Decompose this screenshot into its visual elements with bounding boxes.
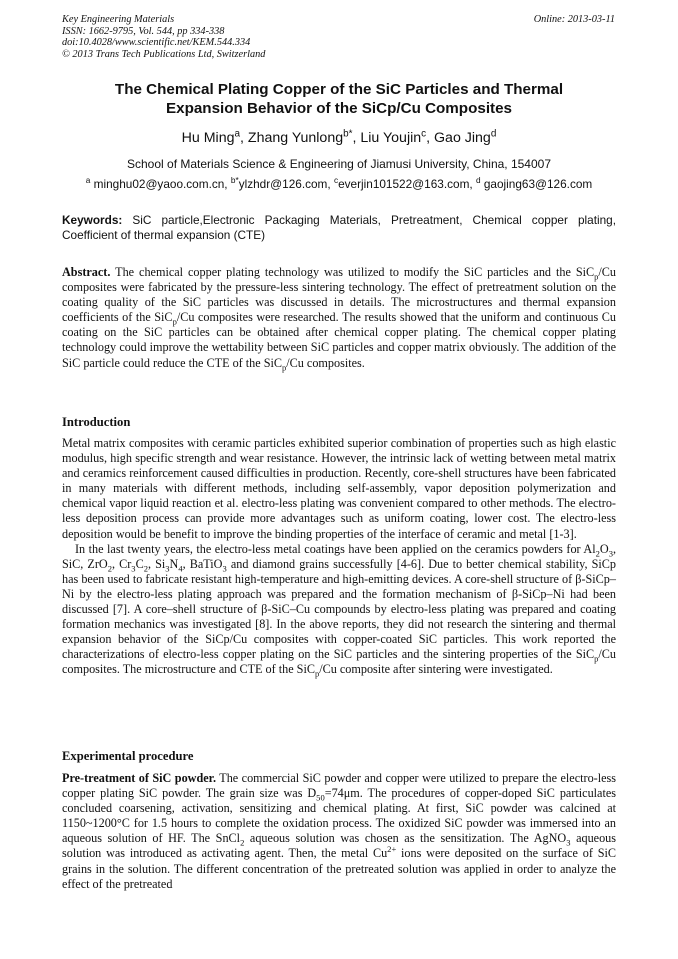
paragraph: Metal matrix composites with ceramic particles exhibited superior combination of properties such as high elastic modulus, high specific strength and wear resistance. However, the intrinsic lack of wetting between metal matrix and ceramics reinforcement caused difficulties in production. Recently, core-shell structures have been fabricated in many materials with different methods, including self-assembly, vapor deposition polymerization and chemical vapor liquid reaction et al. electro-less plating was convenient compared to other methods. The electro-less deposition process can provide more advantages such as uniform coating, lower cost. The electro-less deposition would be benefit to improve the binding properties of the interface of ceramic and metal [1-3]. bbox=[62, 436, 616, 541]
section-heading-experimental: Experimental procedure bbox=[62, 749, 194, 763]
email-link[interactable]: everjin101522@163.com, bbox=[338, 177, 473, 191]
journal-name: Key Engineering Materials bbox=[62, 14, 175, 25]
email-link[interactable]: gaojing63@126.com bbox=[483, 177, 593, 191]
issn-line: ISSN: 1662-9795, Vol. 544, pp 334-338 bbox=[62, 25, 225, 37]
section-heading-introduction: Introduction bbox=[62, 415, 131, 429]
author-name: Zhang Yunlong bbox=[247, 130, 344, 146]
affiliation: School of Materials Science & Engineering of Jiamusi University, China, 154007 bbox=[127, 157, 551, 171]
abstract-label: Abstract. bbox=[62, 265, 111, 279]
author-name: Liu Youjin bbox=[360, 130, 422, 146]
subsection-label: Pre-treatment of SiC powder. bbox=[62, 771, 217, 785]
keywords-label: Keywords: bbox=[62, 213, 123, 227]
email-link[interactable]: minghu02@yaoo.com.cn, bbox=[93, 177, 228, 191]
author-name: Gao Jing bbox=[434, 130, 491, 146]
journal-header bbox=[62, 14, 265, 60]
author-name: Hu Ming bbox=[181, 130, 235, 146]
introduction-body bbox=[62, 436, 616, 678]
online-date: Online: 2013-03-11 bbox=[533, 14, 615, 25]
doi-line: doi:10.4028/www.scientific.net/KEM.544.334 bbox=[62, 37, 251, 49]
copyright-line: © 2013 Trans Tech Publications Ltd, Switzerland bbox=[62, 48, 266, 60]
experimental-body bbox=[62, 771, 616, 892]
author-emails: $^a$ minghu02@yaoo.com.cn, $^{b*}$ylzhdr@126.com, $^c$everjin101522@163.com, $^d$ gaojing63@126.com bbox=[85, 176, 593, 191]
keywords: Keywords: SiC particle,Electronic Packaging Materials, Pretreatment, Chemical copper plating, Coefficient of thermal expansion (CTE) bbox=[62, 213, 616, 242]
paper-title: The Chemical Plating Copper of the SiC Particles and Thermal Expansion Behavior of the SiCp/Cu Composites bbox=[114, 81, 564, 117]
abstract: Abstract. The chemical copper plating technology was utilized to modify the SiC particles and the SiC$_p$/Cu composites were fabricated by the pressure-less sintering technology. The effect of pretreatment solution on the coating quality of the SiC particles was discussed in details. The microstructures and thermal expansion coefficients of the SiC$_p$/Cu composites were researched. The results showed that the uniform and continuous Cu coating on the SiC particles can be obtained after chemical copper plating. The chemical copper plating technology could improve the wettability between SiC particles and copper matrix obviously. The addition of the SiC particle could reduce the CTE of the SiC$_p$/Cu composites. bbox=[62, 265, 616, 372]
paragraph: In the last twenty years, the electro-less metal coatings have been applied on the ceramics powders for $Al_2O_3$, SiC, ZrO$_2$, $Cr_3C_2$, $Si_3N_4$, BaTiO$_3$ and diamond grains successfully [4-6]. Due to better chemical stability, SiCp has been used to fabricate resistant high-temperature and high-emitting devices. A core-shell structure of β-SiCp–Ni by the electro-less plating approach was prepared and the formation mechanism of β-SiCp–Ni had been discussed [7]. A core–shell structure of β-SiC–Cu compounds by electro-less plating was prepared and coating formation mechanics was investigated [8]. In the above reports, they did not research the sintering and thermal expansion behavior of the SiCp/Cu composites with copper-coated SiC particles. This work reported the characterizations of electro-less copper plating on the SiC particles and the sintering properties of the SiC$_p$/Cu composites. The microstructure and CTE of the SiC$_p$/Cu composite after sintering were investigated. bbox=[62, 541, 616, 679]
paragraph: Pre-treatment of SiC powder. The commercial SiC powder and copper were utilized to prepare the electro-less copper plating SiC powder. The grain size was $D_{50}=74\mu m$. The procedures of copper-doped SiC particulates concluded coarsening, activation, sensitizing and chemical plating. At first, SiC powder was calcined at 1150~1200°C for 1.5 hours to complete the oxidation process. The oxidized SiC powder was immersed into an aqueous solution of HF. The SnCl$_2$ aqueous solution was chosen as the sensitization. The AgNO$_3$ aqueous solution was introduced as activating agent. Then, the metal $Cu^{2+}$ ions were deposited on the surface of SiC grains in the solution. The different concentration of the pretreated solution was applied in order to analyze the effect of the pretreated bbox=[62, 771, 617, 891]
author-list: Hu Ming$^a$, Zhang Yunlong$^{b*}$, Liu Youjin$^c$, Gao Jing$^d$ bbox=[181, 128, 497, 146]
email-link[interactable]: ylzhdr@126.com, bbox=[238, 177, 331, 191]
